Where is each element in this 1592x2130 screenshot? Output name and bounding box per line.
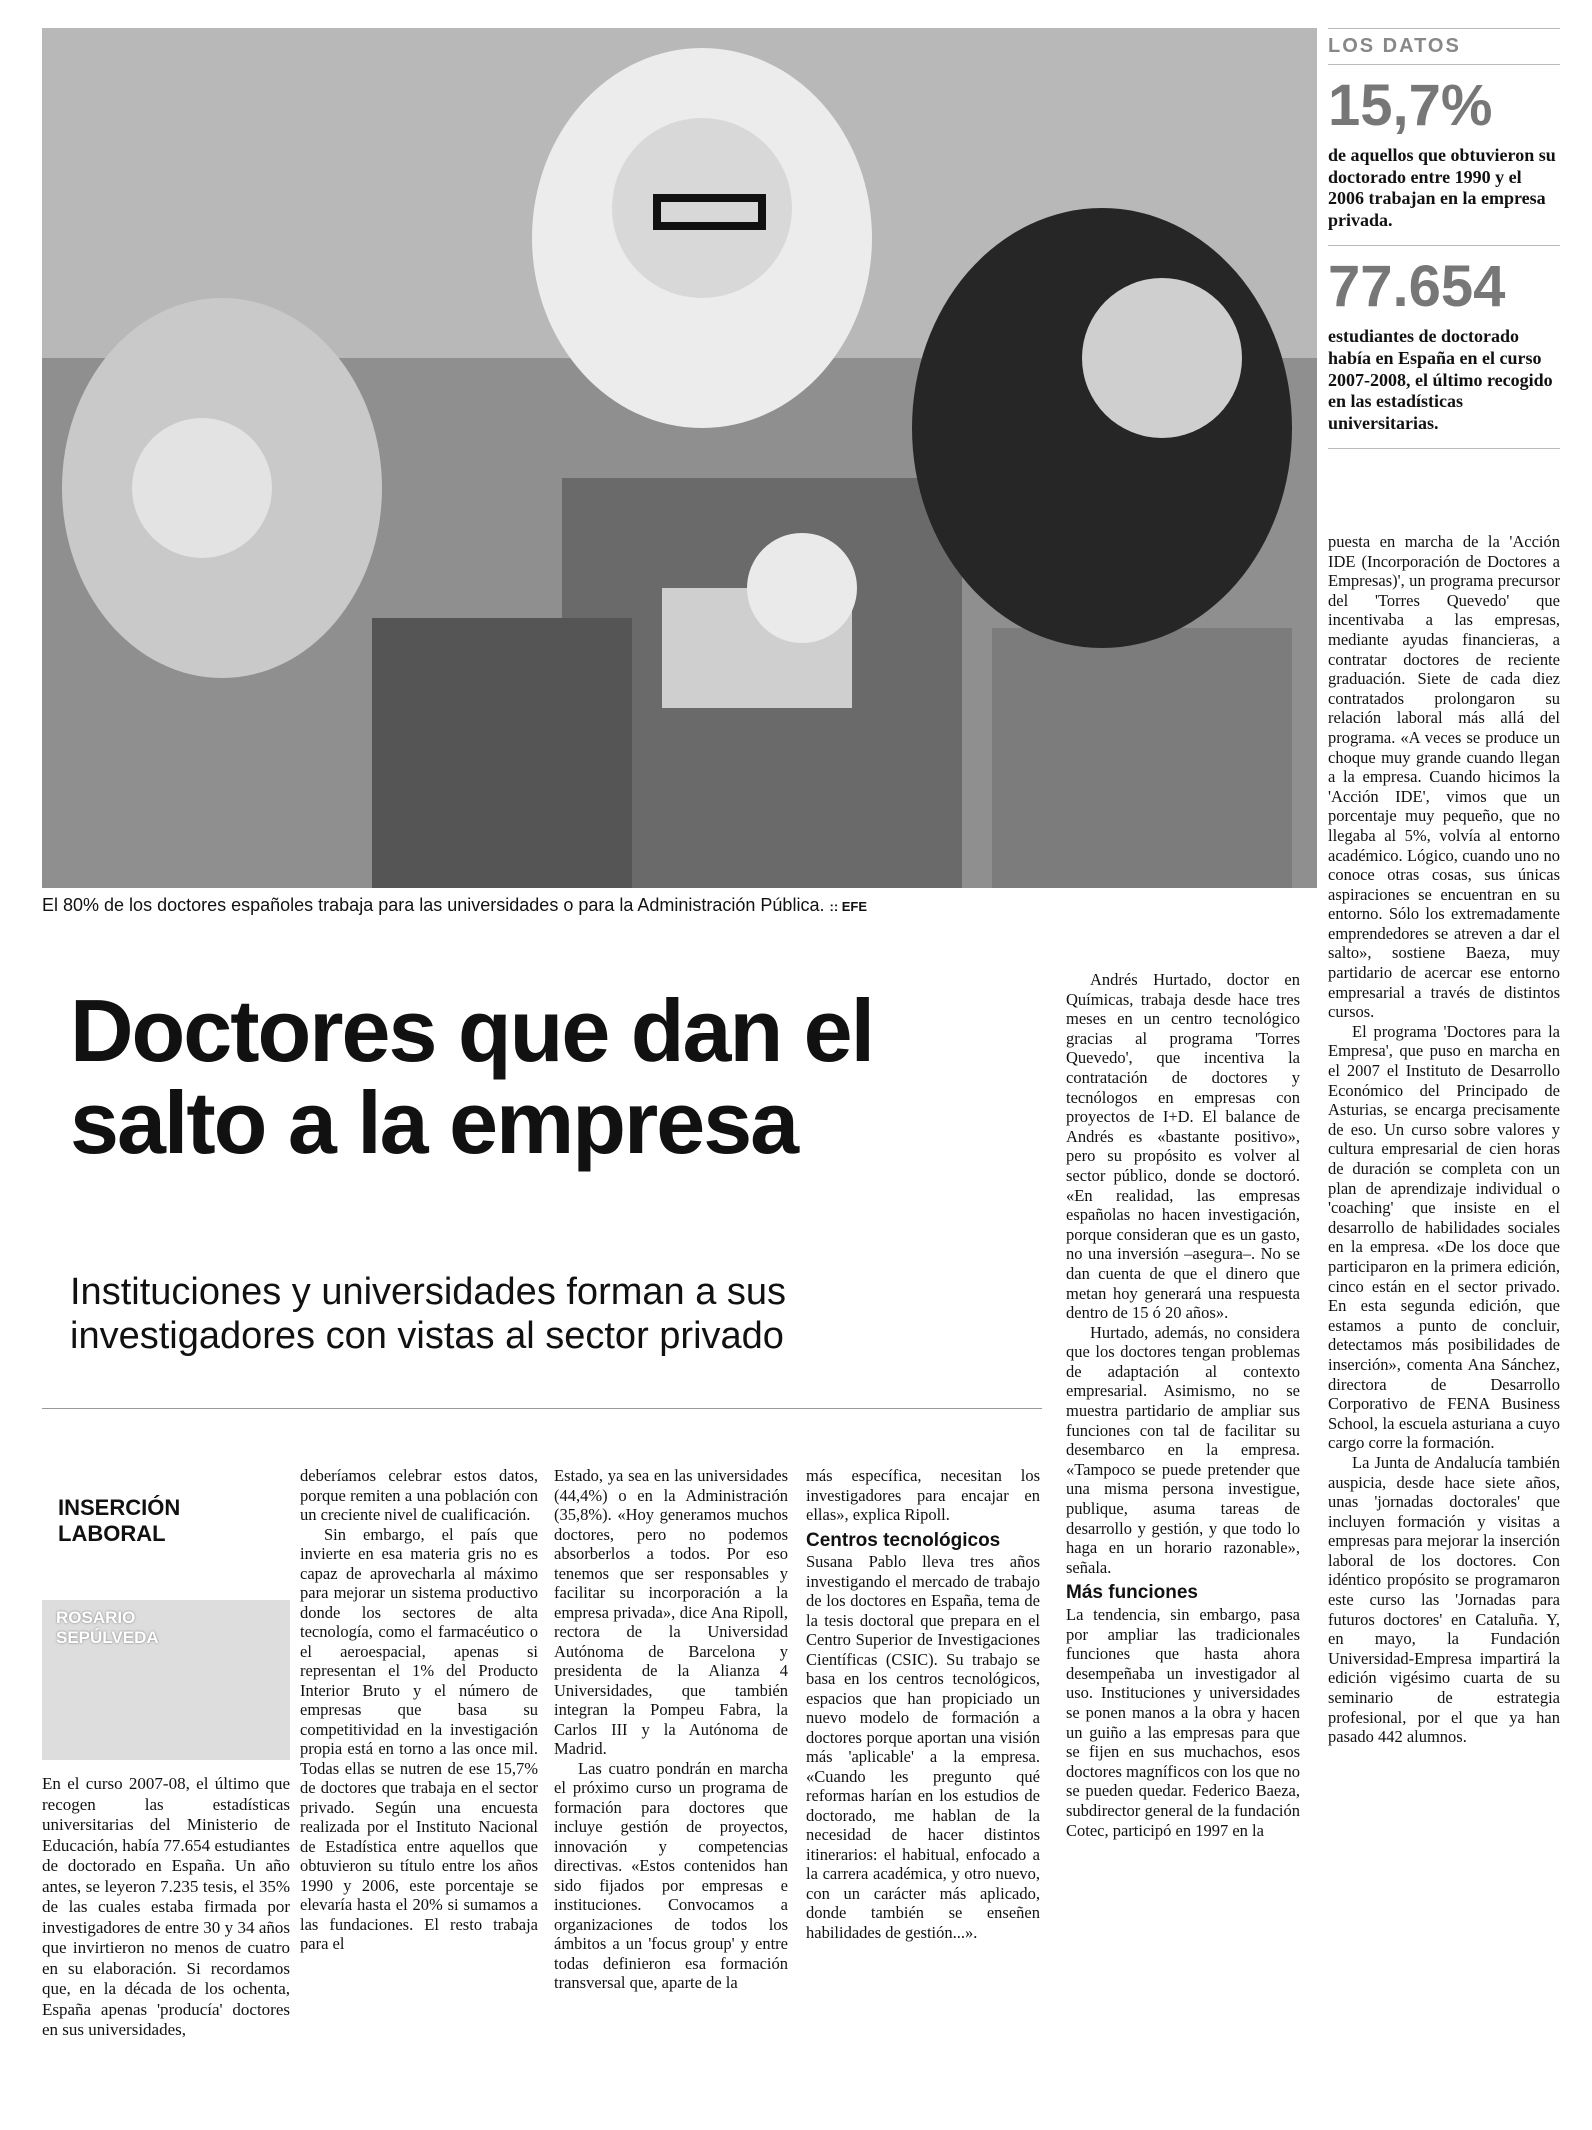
paragraph: En el curso 2007-08, el último que recogen las estadísticas universitarias del Ministerio de Educación, había 77.654 estudiantes de doctorado en España. Un año antes, se leyeron 7.235 tesis, el 35% de las cuales estaba firmada por investigadores de entre 30 y 34 años que invirtieron no menos de cuatro en su elaboración. Si recordamos que, en la década de los ochenta, España apenas 'producía' doctores en sus universidades, xyxy=(42,1774,290,2039)
paragraph: El programa 'Doctores para la Empresa', que puso en marcha en el 2007 el Instituto de Desarrollo Económico del Principado de Asturias, se encarga precisamente de eso. Un curso sobre valores y cultura empresarial de cien horas de duración se completa con un plan de aprendizaje individual o 'coaching' que insiste en el desarrollo de habilidades sociales en la empresa. «De los doce que participaron en la primera edición, cinco están en el sector privado. En esta segunda edición, que estamos a punto de concluir, detectamos más posibilidades de inserción», comenta Ana Sánchez, directora de Desarrollo Corporativo de FENA Business School, la escuela asturiana a cuyo cargo corre la formación. xyxy=(1328,1021,1560,1453)
paragraph: Andrés Hurtado, doctor en Químicas, trabaja desde hace tres meses en un centro tecnológico gracias al programa 'Torres Quevedo', que incentiva la contratación de doctores y tecnólogos en empresas con proyectos de I+D. El balance de Andrés es «bastante positivo», pero su propósito es volver al sector público, donde se doctoró. «En realidad, las empresas españolas no hacen investigación, porque consideran que es un gasto, no una inversión –asegura–. No se dan cuenta de que el dinero que metan hoy generará una respuesta dentro de 15 ó 20 años». xyxy=(1066,970,1300,1323)
deck-subtitle: Instituciones y universidades forman a sus investigadores con vistas al sector privado xyxy=(70,1271,787,1357)
subheading: Centros tecnológicos xyxy=(806,1529,1001,1551)
data-sidebar xyxy=(1328,28,1560,449)
sidebar-divider xyxy=(1328,245,1560,246)
paragraph: deberíamos celebrar estos datos, porque remiten a una población con un creciente nivel de cualificación. xyxy=(300,1466,538,1524)
column-6 xyxy=(1328,532,1560,1747)
paragraph: Hurtado, además, no considera que los doctores tengan problemas de adaptación al contexto empresarial. Asimismo, no se muestra partidario de ampliar sus funciones con tal de facilitar su desembarco en la empresa. «Tampoco se puede pretender que una misma persona investigue, publique, asuma tareas de desarrollo y gestión, y que todo lo haga en un horario razonable», señala. xyxy=(1066,1322,1300,1577)
column-5 xyxy=(1066,970,1300,1840)
headline: Doctores que dan el salto a la empresa xyxy=(70,981,874,1172)
sidebar-divider xyxy=(1328,448,1560,449)
section-label: INSERCIÓN LABORAL xyxy=(58,1495,181,1546)
paragraph: La Junta de Andalucía también auspicia, desde hace siete años, unas 'jornadas doctorales' que incluyen formación y visitas a empresas para mejorar la inserción laboral de los doctores. Con idéntico propósito se programaron este curso las 'Jornadas para futuros doctores' en Cataluña. Y, en mayo, la Fundación Universidad-Empresa impartirá la edición vigésimo cuarta de su seminario de estrategia profesional, por el que ya han pasado 442 alumnos. xyxy=(1328,1452,1560,1747)
stat-1-text: de aquellos que obtuvieron su doctorado entre 1990 y el 2006 trabajan en la empresa privada. xyxy=(1328,145,1556,230)
author-box xyxy=(42,1600,290,1760)
stat-2-value: 77.654 xyxy=(1328,254,1506,320)
subheading: Más funciones xyxy=(1066,1582,1198,1604)
paragraph: puesta en marcha de la 'Acción IDE (Incorporación de Doctores a Empresas)', un programa precursor del 'Torres Quevedo' que incentivaba a las empresas, mediante ayudas financieras, a contratar doctores de reciente graduación. Siete de cada diez contratados prolongaron su relación laboral más allá del programa. «A veces se produce un choque muy grande cuando llegan a la empresa. Cuando hicimos la 'Acción IDE', vimos que un porcentaje muy pequeño, que no llegaba al 5%, volvía al entorno académico. Lógico, cuando uno no conoce otras cosas, sus únicas aspiraciones se encuentran en su entorno. Sólo los extremadamente emprendedores se atreven a dar el salto», sostiene Baeza, muy partidario de acercar ese entorno empresarial a través de distintos cursos. xyxy=(1328,532,1560,1022)
author-name: ROSARIO SEPÚLVEDA xyxy=(56,1608,159,1647)
caption-text: El 80% de los doctores españoles trabaja para las universidades o para la Administración Pública. xyxy=(42,895,825,915)
stat-1-value: 15,7% xyxy=(1328,73,1493,138)
paragraph: Las cuatro pondrán en marcha el próximo curso un programa de formación para doctores que incluye gestión de proyectos, innovación y competencias directivas. «Estos contenidos han sido fijados por empresas e instituciones. Convocamos a organizaciones de todos los ámbitos a un 'focus group' y entre todas definieron esa formación transversal que, aparte de la xyxy=(554,1758,788,1992)
sidebar-header: LOS DATOS xyxy=(1328,28,1560,65)
paragraph: Estado, ya sea en las universidades (44,4%) o en la Administración (35,8%). «Hoy generamos muchos doctores, pero no podemos absorberlos a todos. Por eso tenemos que ser responsables y facilitar su incorporación a la empresa privada», dice Ana Ripoll, rectora de la Universidad Autónoma de Barcelona y presidenta de la Alianza 4 Universidades, que también integran la Pompeu Fabra, la Carlos III y la Autónoma de Madrid. xyxy=(554,1466,788,1758)
stat-2-text: estudiantes de doctorado había en España en el curso 2007-2008, el último recogido en las estadísticas universitarias. xyxy=(1328,326,1553,433)
divider-rule xyxy=(42,1408,1042,1409)
column-4 xyxy=(806,1466,1040,1942)
paragraph: Sin embargo, el país que invierte en esa materia gris no es capaz de aprovecharla al máximo para mejorar un sistema productivo donde los sectores de alta tecnología, como el farmacéutico o el aeroespacial, apenas si representan el 1% del Producto Interior Bruto y el número de empresas que basa su competitividad en la investigación propia está en torno a las once mil. Todas ellas se nutren de ese 15,7% de doctores que trabaja en el sector privado. Según una encuesta realizada por el Instituto Nacional de Estadística entre aquellos que obtuvieron su título entre los años 1990 y 2006, este porcentaje se elevaría hasta el 20% si sumamos a las fundaciones. El resto trabaja para el xyxy=(300,1524,538,1953)
column-1 xyxy=(42,1774,290,2041)
column-3 xyxy=(554,1466,788,1993)
photo-credit: :: EFE xyxy=(829,899,868,914)
paragraph: más específica, necesitan los investigadores para encajar en ellas», explica Ripoll. xyxy=(806,1466,1040,1524)
paragraph: Susana Pablo lleva tres años investigando el mercado de trabajo de los doctores en España, tema de la tesis doctoral que prepara en el Centro Superior de Investigaciones Científicas (CSIC). Su trabajo se basa en los centros tecnológicos, espacios que han propiciado un nuevo modelo de formación a doctores porque aportan una visión más 'aplicable' a la empresa. «Cuando les pregunto qué reformas harían en los estudios de doctorado, me hablan de la necesidad de hacer distintos itinerarios: el habitual, enfocado a la carrera académica, y otro nuevo, con un carácter más aplicado, donde también se enseñen habilidades de gestión...». xyxy=(806,1552,1040,1942)
article-photo xyxy=(42,28,1317,888)
photo-caption xyxy=(42,895,1317,916)
paragraph: La tendencia, sin embargo, pasa por ampliar las tradicionales funciones que hasta ahora desempeñaba un investigador al uso. Instituciones y universidades se ponen manos a la obra y hacen un guiño a las empresas para que se fijen en sus muchachos, esos doctores magníficos con los que no se pueden quedar. Federico Baeza, subdirector general de la fundación Cotec, participó en 1997 en la xyxy=(1066,1605,1300,1840)
column-2 xyxy=(300,1466,538,1954)
